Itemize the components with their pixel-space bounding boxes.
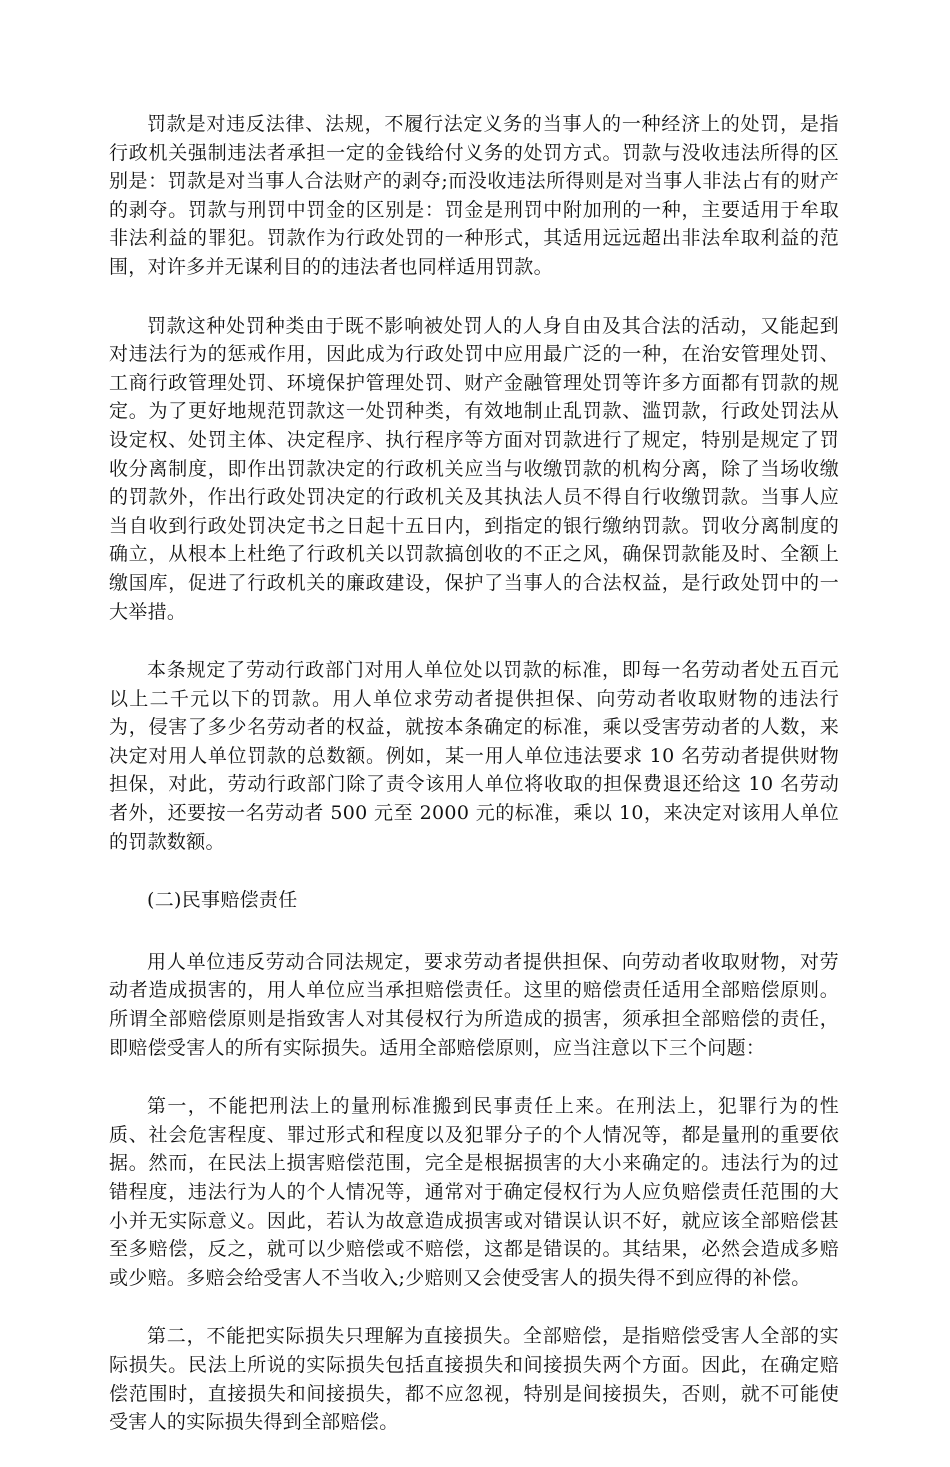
paragraph-point-one: 第一，不能把刑法上的量刑标准搬到民事责任上来。在刑法上，犯罪行为的性质、社会危害程度、罪过形式和程度以及犯罪分子的个人情况等，都是量刑的重要依据。然而，在民法上损害赔偿范围，完全是根据损害的大小来确定的。违法行为的过错程度，违法行为人的个人情况等，通常对于确定侵权行为人应负赔偿责任范围的大小并无实际意义。因此，若认为故意造成损害或对错误认识不好，就应该全部赔偿甚至多赔偿，反之，就可以少赔偿或不赔偿，这都是错误的。其结果，必然会造成多赔或少赔。多赔会给受害人不当收入;少赔则又会使受害人的损失得不到应得的补偿。 xyxy=(109,1095,839,1289)
paragraph-point-two: 第二，不能把实际损失只理解为直接损失。全部赔偿，是指赔偿受害人全部的实际损失。民法上所说的实际损失包括直接损失和间接损失两个方面。因此，在确定赔偿范围时，直接损失和间接损失，都不应忽视，特别是间接损失，否则，就不可能使受害人的实际损失得到全部赔偿。 xyxy=(109,1325,839,1434)
paragraph-full-compensation: 用人单位违反劳动合同法规定，要求劳动者提供担保、向劳动者收取财物，对劳动者造成损害的，用人单位应当承担赔偿责任。这里的赔偿责任适用全部赔偿原则。所谓全部赔偿原则是指致害人对其侵权行为所造成的损害，须承担全部赔偿的责任，即赔偿受害人的所有实际损失。适用全部赔偿原则，应当注意以下三个问题： xyxy=(109,950,839,1059)
paragraph-fine-standard: 本条规定了劳动行政部门对用人单位处以罚款的标准，即每一名劳动者处五百元以上二千元以下的罚款。用人单位求劳动者提供担保、向劳动者收取财物的违法行为，侵害了多少名劳动者的权益，就按本条确定的标准，乘以受害劳动者的人数，来决定对用人单位罚款的总数额。例如，某一用人单位违法要求 10 名劳动者提供财物担保，对此，劳动行政部门除了责令该用人单位将收取的担保费退还给这 10 名劳动者外，还要按一名劳动者 500 元至 2000 元的标准，乘以 10，来决定对该用人单位的罚款数额。 xyxy=(109,659,839,853)
paragraph-fine-separation: 罚款这种处罚种类由于既不影响被处罚人的人身自由及其合法的活动，又能起到对违法行为的惩戒作用，因此成为行政处罚中应用最广泛的一种，在治安管理处罚、工商行政管理处罚、环境保护管理处罚、财产金融管理处罚等许多方面都有罚款的规定。为了更好地规范罚款这一处罚种类，有效地制止乱罚款、滥罚款，行政处罚法从设定权、处罚主体、决定程序、执行程序等方面对罚款进行了规定，特别是规定了罚收分离制度，即作出罚款决定的行政机关应当与收缴罚款的机构分离，除了当场收缴的罚款外，作出行政处罚决定的行政机关及其执法人员不得自行收缴罚款。当事人应当自收到行政处罚决定书之日起十五日内，到指定的银行缴纳罚款。罚收分离制度的确立，从根本上杜绝了行政机关以罚款搞创收的不正之风，确保罚款能及时、全额上缴国库，促进了行政机关的廉政建设，保护了当事人的合法权益，是行政处罚中的一大举措。 xyxy=(109,314,839,623)
section-heading-civil-liability: (二)民事赔偿责任 xyxy=(147,889,298,912)
paragraph-fine-definition: 罚款是对违反法律、法规，不履行法定义务的当事人的一种经济上的处罚，是指行政机关强制违法者承担一定的金钱给付义务的处罚方式。罚款与没收违法所得的区别是：罚款是对当事人合法财产的剥夺;而没收违法所得则是对当事人非法占有的财产的剥夺。罚款与刑罚中罚金的区别是：罚金是刑罚中附加刑的一种，主要适用于牟取非法利益的罪犯。罚款作为行政处罚的一种形式，其适用远远超出非法牟取利益的范围，对许多并无谋利目的的违法者也同样适用罚款。 xyxy=(109,113,839,278)
document-body xyxy=(109,110,839,1467)
